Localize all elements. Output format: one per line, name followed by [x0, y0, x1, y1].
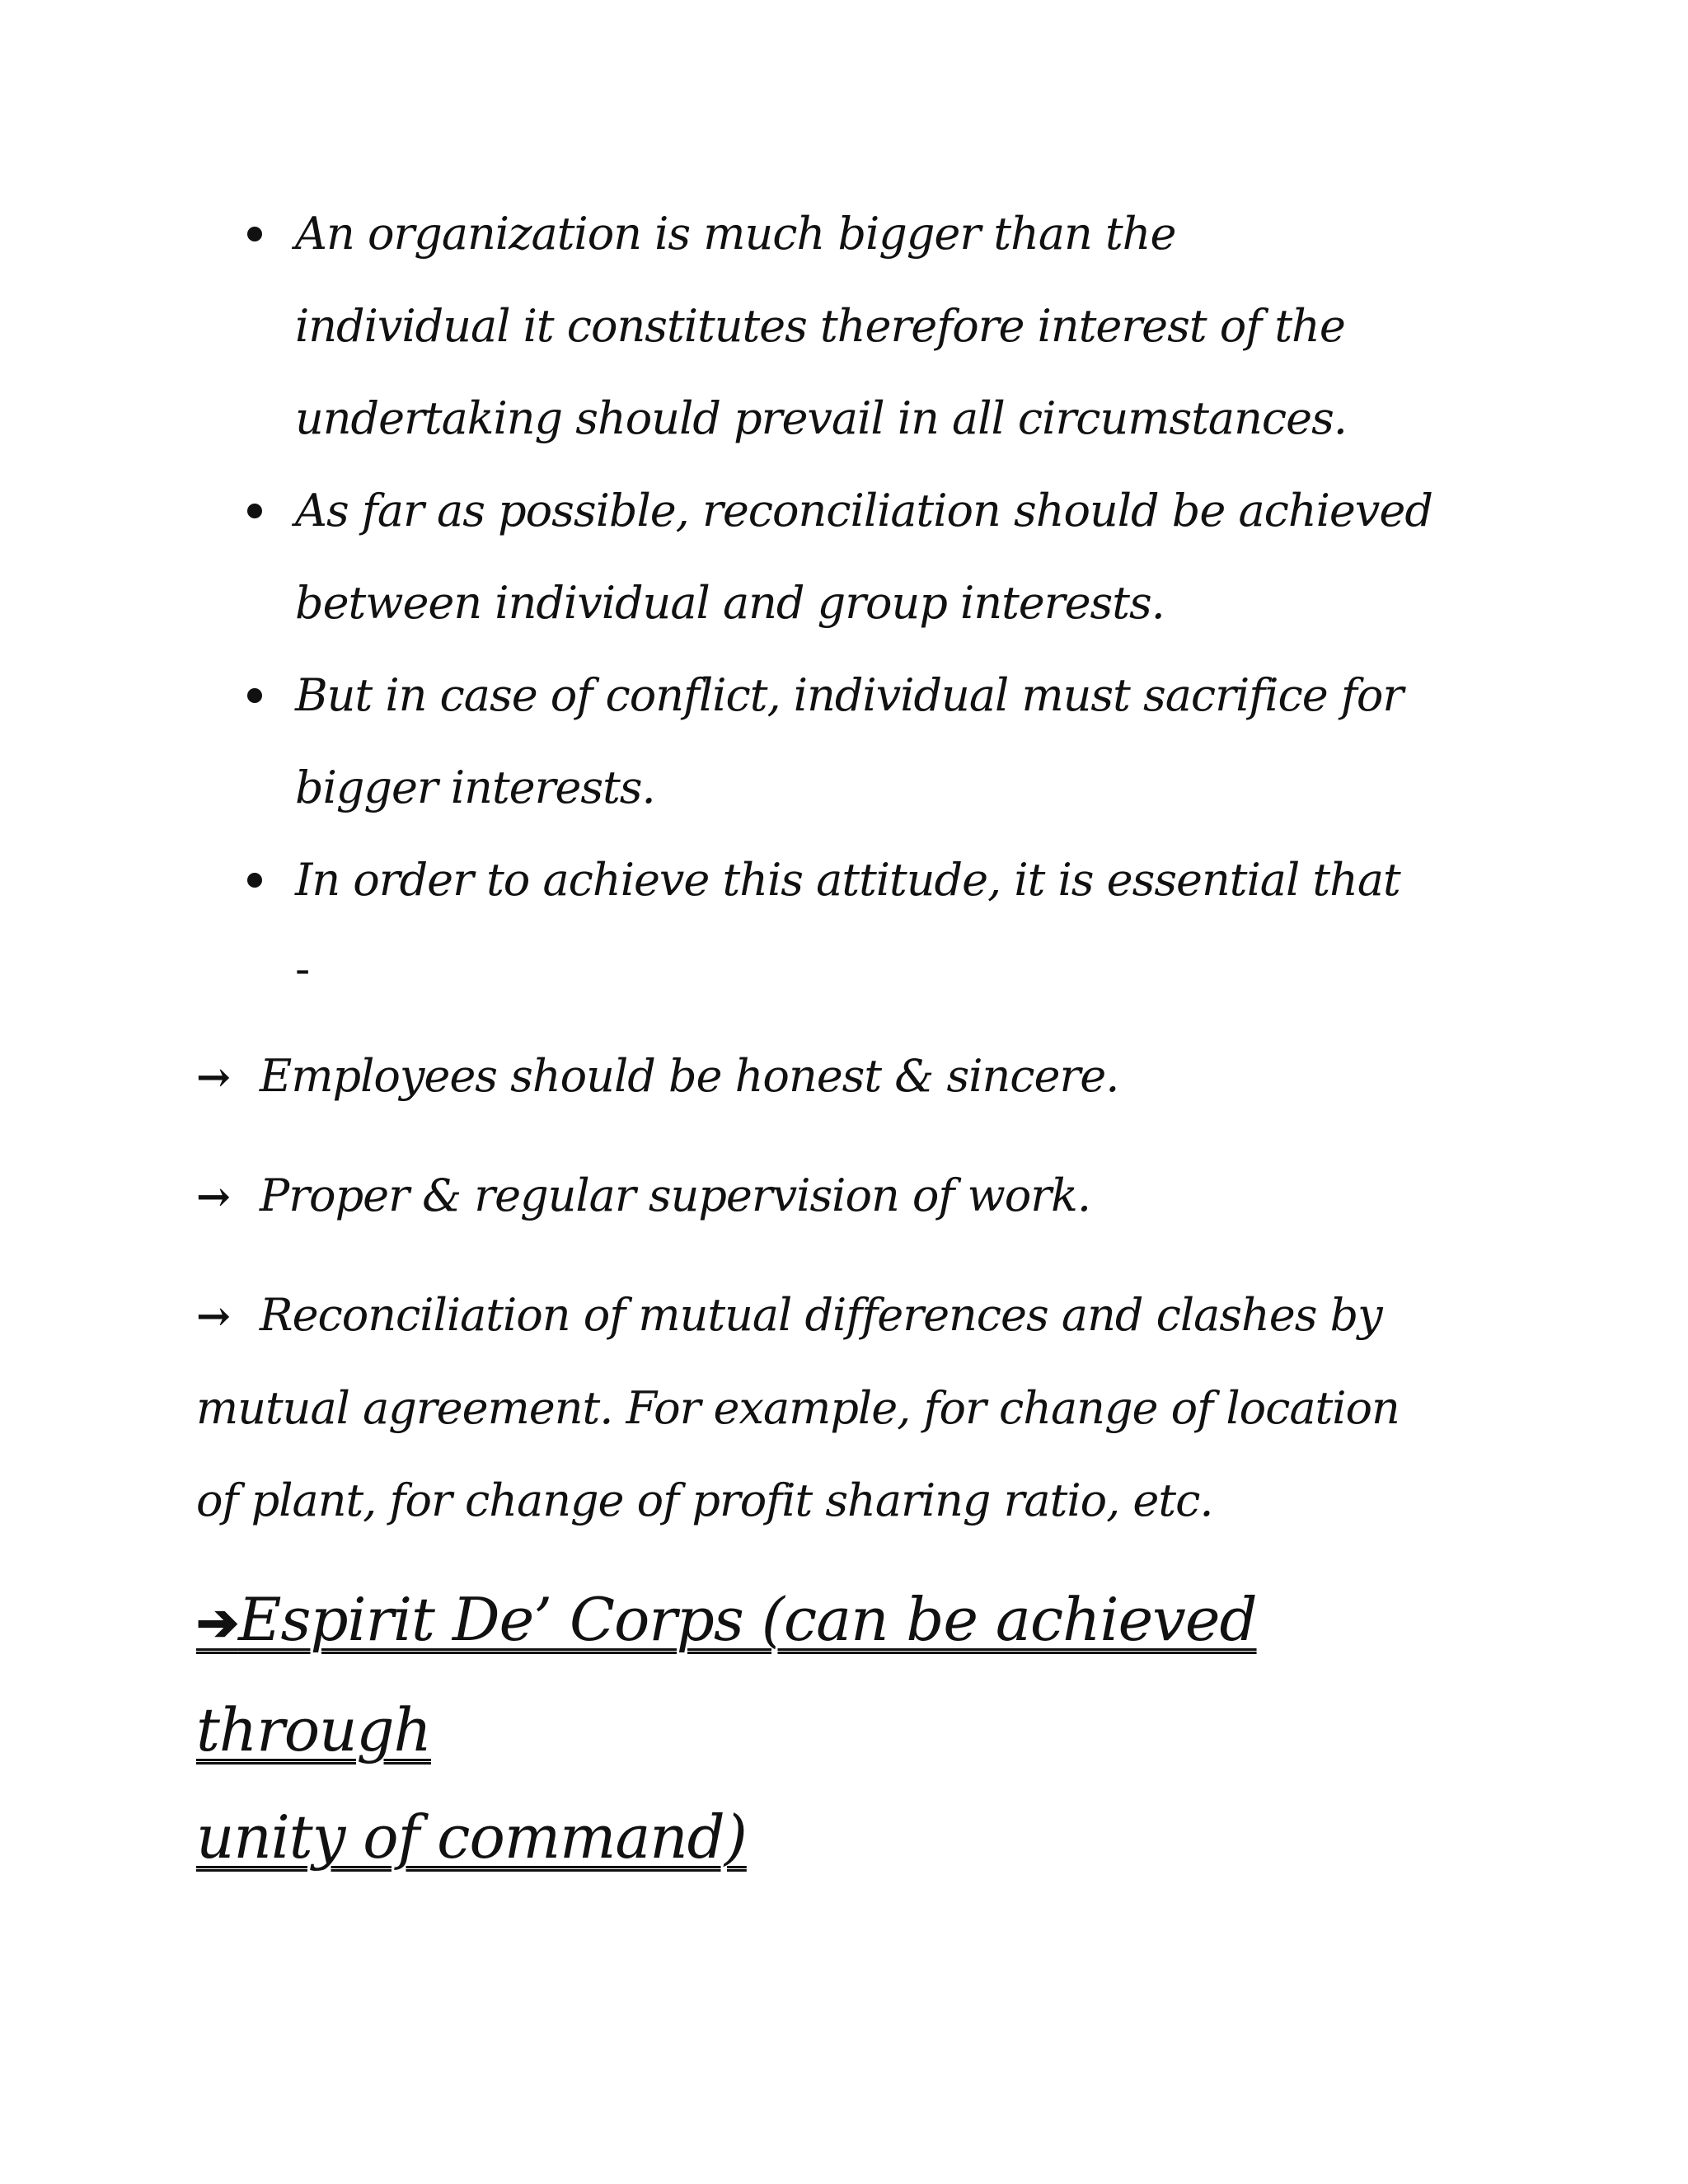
- bullet-line: undertaking should prevail in all circumstances.: [295, 392, 1347, 444]
- arrow-item-3: [196, 1269, 1482, 1547]
- arrow-right-icon: →: [196, 1291, 230, 1340]
- bullet-dot-icon: [247, 873, 262, 888]
- bullet-dot-icon: [247, 688, 262, 703]
- bullet-line: An organization is much bigger than the: [295, 208, 1176, 260]
- bullet-list: [247, 188, 1533, 926]
- arrow-right-icon: →: [196, 1172, 230, 1221]
- bullet-item-2: [247, 465, 1533, 649]
- bullet-item-4: [247, 834, 1533, 926]
- arrow-right-icon: →: [196, 1052, 230, 1101]
- bullet-line: But in case of conflict, individual must sacrifice for: [295, 669, 1404, 721]
- bullet-line: between individual and group interests.: [295, 577, 1165, 629]
- arrow-item-line: of plant, for change of profit sharing ratio, etc.: [196, 1474, 1213, 1526]
- bullet-line: As far as possible, reconciliation should be achieved: [295, 485, 1432, 537]
- arrow-item-line: mutual agreement. For example, for change of location: [196, 1382, 1400, 1434]
- bullet-dot-icon: [247, 504, 262, 518]
- arrow-item-line: Proper & regular supervision of work.: [259, 1169, 1090, 1221]
- bullet-item-3: [247, 649, 1533, 834]
- arrow-item-line: Reconciliation of mutual differences and clashes by: [259, 1289, 1382, 1341]
- heading-arrow-icon: ➔: [196, 1592, 238, 1652]
- bullet-dot-icon: [247, 227, 262, 241]
- bullet-continuation-dash: -: [295, 943, 311, 995]
- bullet-item-1: [247, 188, 1533, 465]
- bullet-line: individual it constitutes therefore interest of the: [295, 300, 1345, 352]
- arrow-item-line: Employees should be honest & sincere.: [259, 1050, 1119, 1102]
- arrow-item-2: [196, 1150, 1482, 1243]
- section-heading: [196, 1566, 1449, 1891]
- bullet-line: bigger interests.: [295, 762, 655, 813]
- heading-line-2: unity of command): [196, 1802, 747, 1872]
- arrow-item-1: [196, 1030, 1482, 1123]
- bullet-line: In order to achieve this attitude, it is essential that: [295, 854, 1400, 906]
- heading-line-1: Espirit De’ Corps (can be achieved through: [196, 1585, 1257, 1765]
